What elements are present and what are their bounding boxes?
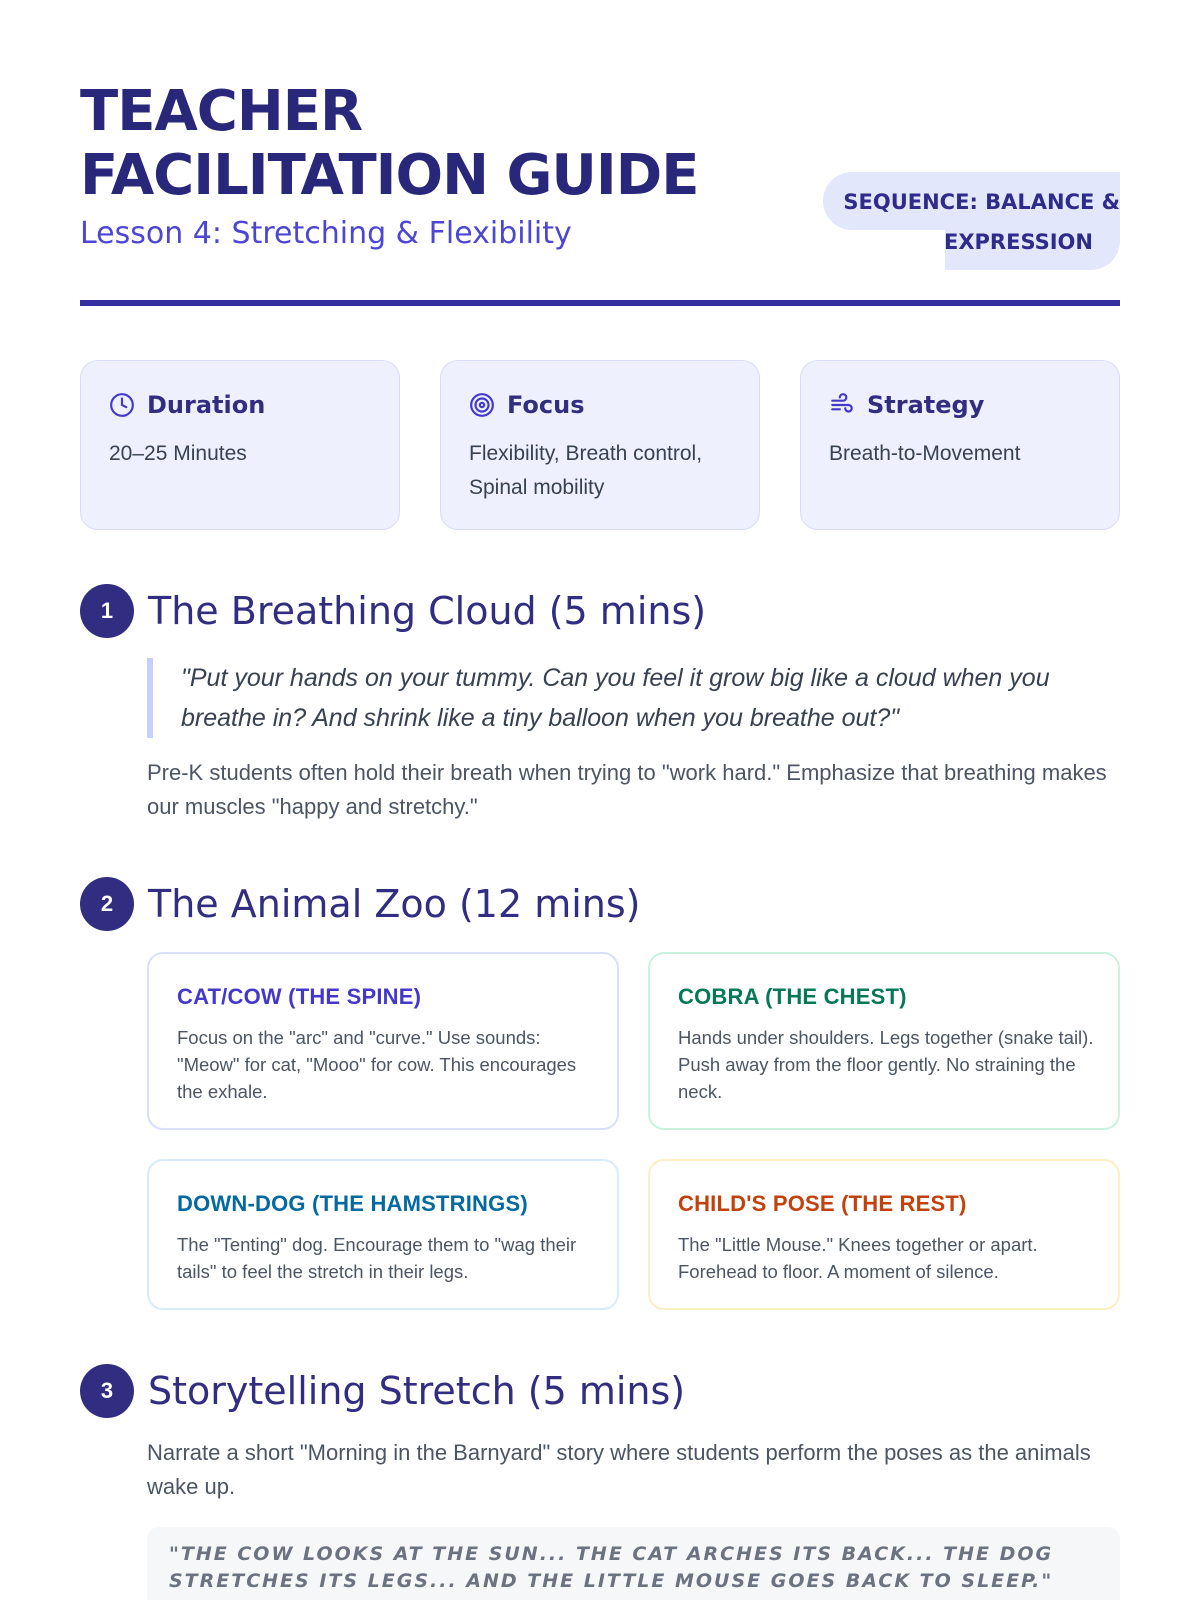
info-card-label: Duration xyxy=(147,391,266,419)
sequence-line-1: SEQUENCE: BALANCE & xyxy=(843,190,1120,214)
info-card-strategy xyxy=(800,360,1120,530)
sequence-badge xyxy=(823,172,1120,270)
section-2-header xyxy=(80,877,640,931)
info-card-head xyxy=(109,391,265,419)
sequence-badge-text xyxy=(823,182,1120,262)
header-divider xyxy=(80,300,1120,306)
page-title-line-1: TEACHER xyxy=(80,79,363,144)
pose-title: CAT/COW (THE SPINE) xyxy=(177,984,422,1009)
info-card-head xyxy=(469,391,585,419)
facilitation-guide-page xyxy=(80,0,1120,1600)
section-title: The Animal Zoo (12 mins) xyxy=(148,882,641,926)
page-title-line-2: FACILITATION GUIDE xyxy=(80,143,699,208)
section-number-badge: 2 xyxy=(80,877,134,931)
info-card-value: 20–25 Minutes xyxy=(109,442,247,465)
section-number-badge: 3 xyxy=(80,1364,134,1418)
pose-description: Hands under shoulders. Legs together (snake tail). Push away from the floor gently. No straining the neck. xyxy=(678,1027,1094,1102)
wind-icon xyxy=(829,392,855,418)
pose-card-down-dog xyxy=(147,1159,619,1310)
pose-title: DOWN-DOG (THE HAMSTRINGS) xyxy=(177,1191,528,1216)
lesson-subtitle: Lesson 4: Stretching & Flexibility xyxy=(80,216,572,251)
pose-card-cobra xyxy=(648,952,1120,1130)
section-note: Narrate a short "Morning in the Barnyard" story where students perform the poses as the animals wake up. xyxy=(147,1440,1091,1499)
info-card-value: Breath-to-Movement xyxy=(829,442,1021,465)
section-3-header xyxy=(80,1364,685,1418)
clock-icon xyxy=(109,392,135,418)
teacher-script-quote: "Put your hands on your tummy. Can you feel it grow big like a cloud when you breathe in? And shrink like a tiny balloon when you breathe out?" xyxy=(147,658,1120,738)
pose-title: CHILD'S POSE (THE REST) xyxy=(678,1191,967,1216)
section-title: The Breathing Cloud (5 mins) xyxy=(148,589,707,633)
info-card-duration xyxy=(80,360,400,530)
info-card-label: Strategy xyxy=(867,391,985,419)
pose-card-childs-pose xyxy=(648,1159,1120,1310)
info-card-head xyxy=(829,391,984,419)
section-number-badge: 1 xyxy=(80,584,134,638)
section-title: Storytelling Stretch (5 mins) xyxy=(148,1369,686,1413)
pose-card-cat-cow xyxy=(147,952,619,1130)
section-1-header xyxy=(80,584,706,638)
info-card-label: Focus xyxy=(507,391,585,419)
info-card-focus xyxy=(440,360,760,530)
info-card-value: Flexibility, Breath control, Spinal mobility xyxy=(469,442,703,499)
section-note: Pre-K students often hold their breath when trying to "work hard." Emphasize that breathing makes our muscles "happy and stretchy." xyxy=(147,760,1107,819)
target-icon xyxy=(469,392,495,418)
pose-description: The "Little Mouse." Knees together or apart. Forehead to floor. A moment of silence. xyxy=(678,1234,1038,1282)
story-script-text: "THE COW LOOKS AT THE SUN... THE CAT ARCHES ITS BACK... THE DOG STRETCHES ITS LEGS... AND THE LITTLE MOUSE GOES BACK TO SLEEP." xyxy=(169,1543,1054,1592)
story-script-box xyxy=(147,1527,1120,1600)
pose-title: COBRA (THE CHEST) xyxy=(678,984,907,1009)
pose-description: Focus on the "arc" and "curve." Use sounds: "Meow" for cat, "Mooo" for cow. This encourages the exhale. xyxy=(177,1027,577,1102)
pose-description: The "Tenting" dog. Encourage them to "wag their tails" to feel the stretch in their legs. xyxy=(177,1234,577,1282)
sequence-line-2: EXPRESSION xyxy=(944,230,1093,254)
